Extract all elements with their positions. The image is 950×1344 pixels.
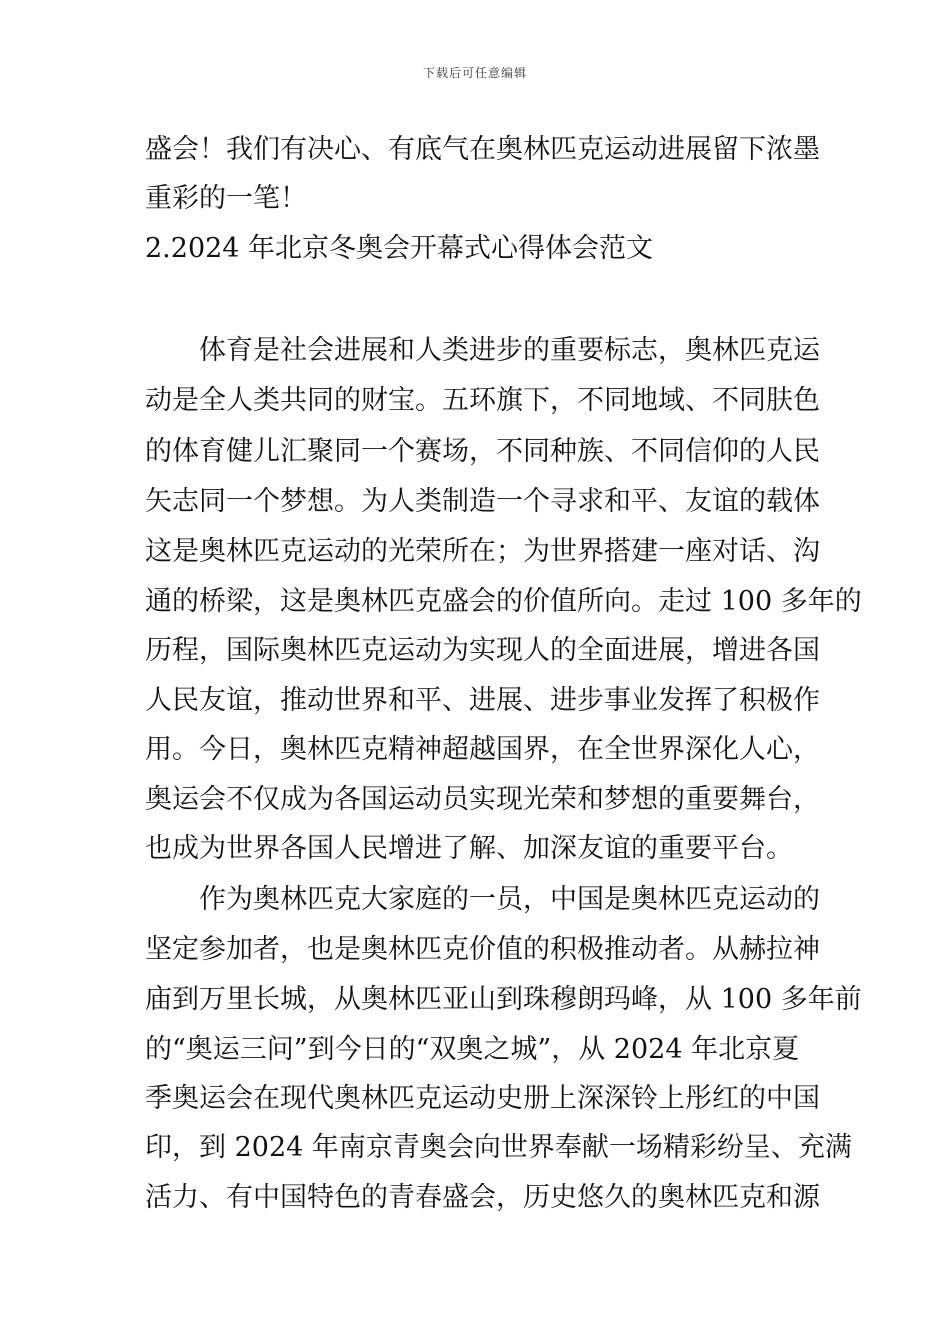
page-header: 下载后可任意编辑 (422, 66, 527, 80)
text-line: 坚定参加者，也是奥林匹克价值的积极推动者。从赫拉神 (145, 934, 820, 965)
text-line: 用。今日，奥林匹克精神超越国界，在全世界深化人心， (145, 734, 820, 765)
text-line: 活力、有中国特色的青春盛会，历史悠久的奥林匹克和源 (145, 1182, 820, 1213)
text-line: 动是全人类共同的财宝。五环旗下，不同地域、不同肤色 (145, 385, 820, 416)
section-heading: 2.2024 年北京冬奥会开幕式心得体会范文 (145, 233, 654, 264)
text-line: 庙到万里长城，从奥林匹亚山到珠穆朗玛峰，从 100 多年前 (145, 984, 862, 1015)
text-line: 作为奥林匹克大家庭的一员，中国是奥林匹克运动的 (145, 884, 820, 915)
text-line: 人民友谊，推动世界和平、进展、进步事业发挥了积极作 (145, 685, 820, 716)
text-line: 的体育健儿汇聚同一个赛场，不同种族、不同信仰的人民 (145, 436, 820, 467)
text-line: 通的桥梁，这是奥林匹克盛会的价值所向。走过 100 多年的 (145, 586, 862, 617)
text-line: 矢志同一个梦想。为人类制造一个寻求和平、友谊的载体 (145, 486, 820, 517)
text-line: 也成为世界各国人民增进了解、加深友谊的重要平台。 (145, 833, 793, 864)
text-line: 的“奥运三问”到今日的“双奥之城”，从 2024 年北京夏 (145, 1034, 800, 1065)
text-line: 盛会！我们有决心、有底气在奥林匹克运动进展留下浓墨 (145, 134, 820, 165)
text-line: 历程，国际奥林匹克运动为实现人的全面进展，增进各国 (145, 635, 820, 666)
text-line: 体育是社会进展和人类进步的重要标志，奥林匹克运 (145, 335, 820, 366)
text-line: 这是奥林匹克运动的光荣所在；为世界搭建一座对话、沟 (145, 536, 820, 567)
text-line: 印，到 2024 年南京青奥会向世界奉献一场精彩纷呈、充满 (145, 1132, 852, 1163)
text-line: 奥运会不仅成为各国运动员实现光荣和梦想的重要舞台， (145, 784, 820, 815)
text-line: 重彩的一笔！ (145, 183, 307, 214)
text-line: 季奥运会在现代奥林匹克运动史册上深深铃上彤红的中国 (145, 1083, 820, 1114)
